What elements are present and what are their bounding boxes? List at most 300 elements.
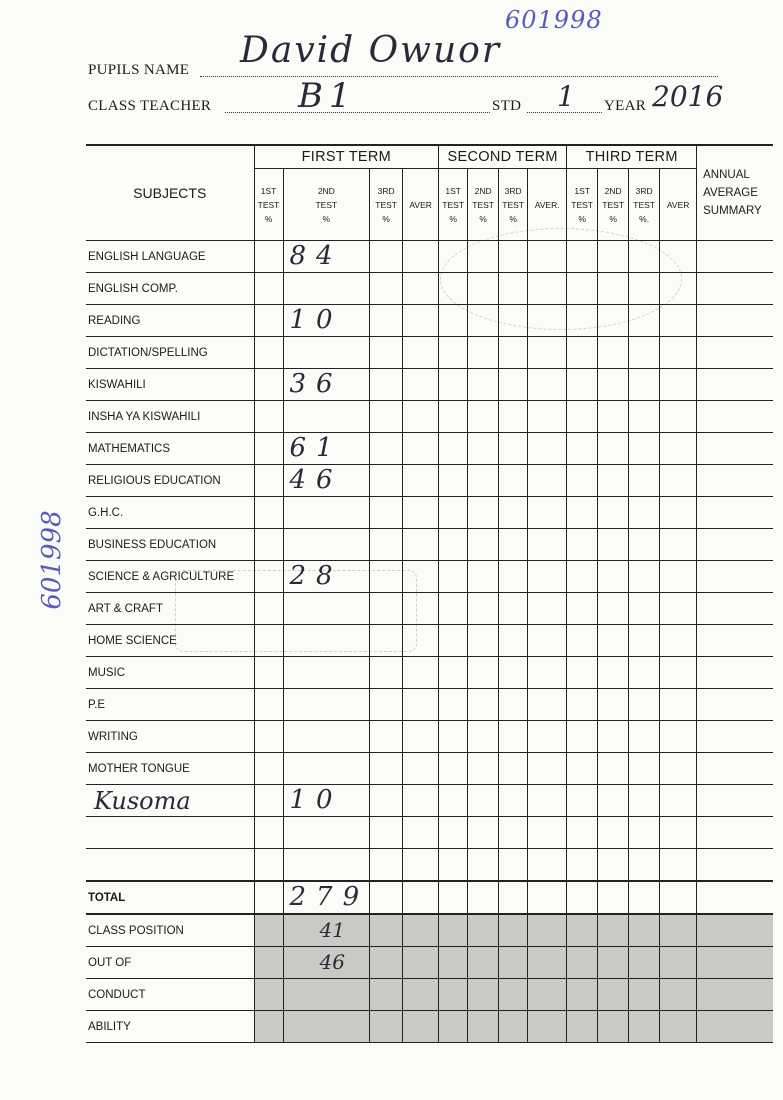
mark-cell (567, 849, 598, 882)
mark-cell (598, 433, 629, 465)
mark-cell (629, 914, 660, 947)
subject-label: ENGLISH LANGUAGE (86, 241, 254, 273)
mark-cell (254, 979, 283, 1011)
mark-cell (439, 721, 468, 753)
mark-cell (403, 369, 439, 401)
mark-cell (403, 753, 439, 785)
first-term-2nd-test-mark: 84 (283, 241, 370, 273)
mark-cell (370, 369, 403, 401)
first-term-2nd-test-mark (283, 753, 370, 785)
mark-cell (660, 689, 697, 721)
mark-cell (254, 273, 283, 305)
subject-row (86, 401, 773, 433)
mark-cell (629, 657, 660, 689)
mark-cell (528, 529, 567, 561)
mark-cell (629, 465, 660, 497)
mark-cell (468, 241, 499, 273)
subject-label: Kusoma (86, 785, 254, 817)
subject-row (86, 657, 773, 689)
mark-cell (403, 979, 439, 1011)
mark-cell (660, 849, 697, 882)
first-term-2nd-test-mark (283, 529, 370, 561)
term-subheader (370, 169, 403, 241)
mark-cell (468, 561, 499, 593)
mark-cell (370, 561, 403, 593)
mark-cell (403, 241, 439, 273)
mark-cell (499, 721, 528, 753)
annual-summary-cell (697, 529, 773, 561)
mark-cell (598, 401, 629, 433)
subject-row (86, 337, 773, 369)
first-term-2nd-test-mark: 36 (283, 369, 370, 401)
subheader-line: 1ST (445, 185, 461, 196)
mark-cell (370, 433, 403, 465)
annual-summary-cell (697, 401, 773, 433)
first-term-2nd-test-mark (283, 657, 370, 689)
subject-label: P.E (86, 689, 254, 721)
mark-cell (370, 625, 403, 657)
mark-cell (567, 947, 598, 979)
mark-cell (370, 241, 403, 273)
mark-cell (254, 433, 283, 465)
annual-summary-cell (697, 241, 773, 273)
mark-cell (660, 401, 697, 433)
mark-cell (468, 625, 499, 657)
subject-row (86, 561, 773, 593)
mark-cell (528, 785, 567, 817)
mark-cell (660, 593, 697, 625)
first-term-2nd-test-mark (283, 273, 370, 305)
mark-cell (629, 947, 660, 979)
mark-cell (629, 753, 660, 785)
mark-cell (370, 785, 403, 817)
mark-cell (403, 881, 439, 914)
term-subheader (567, 169, 598, 241)
subject-row (86, 785, 773, 817)
mark-cell (528, 817, 567, 849)
mark-cell (528, 689, 567, 721)
annual-header-line: SUMMARY (703, 205, 762, 217)
mark-cell (499, 849, 528, 882)
first-term-2nd-test-mark: 279 (283, 881, 370, 914)
mark-cell (660, 753, 697, 785)
mark-cell (567, 273, 598, 305)
mark-cell (439, 753, 468, 785)
mark-cell (254, 657, 283, 689)
mark-cell (499, 305, 528, 337)
subject-row (86, 689, 773, 721)
mark-cell (370, 849, 403, 882)
term-subheader (528, 169, 567, 241)
mark-cell (528, 914, 567, 947)
mark-cell (629, 529, 660, 561)
mark-cell (660, 273, 697, 305)
mark-cell (254, 849, 283, 882)
mark-cell (439, 561, 468, 593)
mark-cell (499, 465, 528, 497)
mark-cell (370, 881, 403, 914)
mark-cell (468, 817, 499, 849)
mark-cell (499, 369, 528, 401)
mark-cell (598, 914, 629, 947)
mark-cell (598, 881, 629, 914)
mark-cell (403, 657, 439, 689)
subheader-line: 1ST (574, 185, 590, 196)
mark-cell (598, 979, 629, 1011)
mark-cell (660, 529, 697, 561)
mark-cell (439, 593, 468, 625)
mark-cell (598, 849, 629, 882)
mark-cell (499, 497, 528, 529)
mark-cell (468, 1011, 499, 1043)
annual-summary-cell (697, 273, 773, 305)
mark-cell (439, 785, 468, 817)
mark-cell (439, 465, 468, 497)
mark-cell (403, 849, 439, 882)
mark-cell (629, 849, 660, 882)
mark-cell (598, 1011, 629, 1043)
mark-cell (598, 593, 629, 625)
subject-label: HOME SCIENCE (86, 625, 254, 657)
mark-cell (439, 401, 468, 433)
first-term-2nd-test-mark (283, 817, 370, 849)
mark-cell (468, 433, 499, 465)
mark-cell (567, 561, 598, 593)
term-subheader (283, 169, 370, 241)
mark-cell (567, 305, 598, 337)
mark-cell (528, 657, 567, 689)
subheader-line: % (264, 213, 273, 224)
subheader-line: AVER. (534, 199, 560, 210)
subheader-line: 2ND (317, 185, 335, 196)
mark-cell (403, 465, 439, 497)
mark-cell (567, 881, 598, 914)
mark-cell (629, 273, 660, 305)
subheader-line: 3RD (377, 185, 395, 196)
mark-cell (629, 817, 660, 849)
mark-cell (403, 1011, 439, 1043)
mark-cell (468, 657, 499, 689)
mark-cell (439, 305, 468, 337)
mark-cell (439, 433, 468, 465)
mark-cell (567, 625, 598, 657)
mark-cell (629, 433, 660, 465)
mark-cell (660, 337, 697, 369)
mark-cell (403, 947, 439, 979)
first-term-2nd-test-mark (283, 979, 370, 1011)
annual-summary-cell (697, 914, 773, 947)
subject-label: ABILITY (86, 1011, 254, 1043)
mark-cell (468, 369, 499, 401)
mark-cell (660, 241, 697, 273)
mark-cell (254, 625, 283, 657)
subject-label: INSHA YA KISWAHILI (86, 401, 254, 433)
mark-cell (629, 305, 660, 337)
annual-summary-cell (697, 979, 773, 1011)
id-number-margin: 601998 (37, 510, 67, 610)
subject-label: WRITING (86, 721, 254, 753)
mark-cell (567, 914, 598, 947)
mark-cell (567, 689, 598, 721)
mark-cell (499, 1011, 528, 1043)
mark-cell (254, 1011, 283, 1043)
annual-summary-cell (697, 785, 773, 817)
mark-cell (567, 433, 598, 465)
mark-cell (528, 593, 567, 625)
class-teacher-line (225, 112, 490, 113)
mark-cell (660, 465, 697, 497)
mark-cell (254, 529, 283, 561)
subheader-line: TEST (571, 199, 593, 210)
mark-cell (403, 305, 439, 337)
mark-cell (598, 817, 629, 849)
subject-label (86, 849, 254, 882)
mark-cell (567, 241, 598, 273)
annual-summary-cell (697, 1011, 773, 1043)
annual-summary-cell (697, 593, 773, 625)
subheader-line: 3RD (504, 185, 522, 196)
mark-cell (254, 561, 283, 593)
mark-cell (528, 401, 567, 433)
mark-cell (660, 369, 697, 401)
mark-cell (629, 337, 660, 369)
mark-cell (254, 817, 283, 849)
mark-cell (370, 753, 403, 785)
mark-cell (403, 401, 439, 433)
summary-row (86, 947, 773, 979)
mark-cell (499, 979, 528, 1011)
subject-row (86, 465, 773, 497)
total-row (86, 881, 773, 914)
mark-cell (528, 305, 567, 337)
mark-cell (528, 881, 567, 914)
mark-cell (370, 401, 403, 433)
subject-row (86, 305, 773, 337)
mark-cell (598, 497, 629, 529)
mark-cell (660, 785, 697, 817)
mark-cell (598, 657, 629, 689)
mark-cell (254, 785, 283, 817)
mark-cell (254, 914, 283, 947)
mark-cell (499, 529, 528, 561)
annual-summary-cell (697, 689, 773, 721)
mark-cell (499, 593, 528, 625)
mark-cell (254, 947, 283, 979)
annual-summary-cell (697, 881, 773, 914)
mark-cell (567, 721, 598, 753)
term-subheader (403, 169, 439, 241)
subject-label: CONDUCT (86, 979, 254, 1011)
subject-label: KISWAHILI (86, 369, 254, 401)
mark-cell (629, 497, 660, 529)
summary-row (86, 1011, 773, 1043)
mark-cell (370, 273, 403, 305)
annual-summary-cell (697, 497, 773, 529)
mark-cell (439, 979, 468, 1011)
class-teacher-label: CLASS TEACHER (88, 98, 212, 114)
mark-cell (528, 979, 567, 1011)
mark-cell (528, 497, 567, 529)
mark-cell (629, 881, 660, 914)
term-subheader (598, 169, 629, 241)
mark-cell (370, 497, 403, 529)
mark-cell (468, 849, 499, 882)
mark-cell (528, 625, 567, 657)
pupils-name-value: David Owuor (240, 30, 502, 71)
mark-cell (499, 433, 528, 465)
mark-cell (499, 817, 528, 849)
subheader-line: % (479, 213, 487, 224)
annual-summary-cell (697, 625, 773, 657)
mark-cell (254, 305, 283, 337)
term-subheader (629, 169, 660, 241)
subject-label (86, 817, 254, 849)
mark-cell (439, 369, 468, 401)
subject-row (86, 753, 773, 785)
subject-row (86, 241, 773, 273)
mark-cell (629, 625, 660, 657)
mark-cell (660, 721, 697, 753)
mark-cell (254, 401, 283, 433)
mark-cell (403, 914, 439, 947)
mark-cell (598, 241, 629, 273)
mark-cell (660, 947, 697, 979)
subheader-line: % (449, 213, 457, 224)
subject-label: SCIENCE & AGRICULTURE (86, 561, 254, 593)
mark-cell (567, 1011, 598, 1043)
subject-label: TOTAL (86, 881, 254, 914)
first-term-2nd-test-mark (283, 1011, 370, 1043)
mark-cell (629, 1011, 660, 1043)
mark-cell (403, 817, 439, 849)
mark-cell (468, 305, 499, 337)
mark-cell (468, 401, 499, 433)
subject-label: READING (86, 305, 254, 337)
mark-cell (370, 721, 403, 753)
annual-summary-cell (697, 947, 773, 979)
subject-row (86, 625, 773, 657)
mark-cell (254, 241, 283, 273)
mark-cell (567, 465, 598, 497)
mark-cell (403, 561, 439, 593)
mark-cell (254, 369, 283, 401)
mark-cell (499, 561, 528, 593)
mark-cell (468, 785, 499, 817)
term-subheader (468, 169, 499, 241)
mark-cell (660, 657, 697, 689)
mark-cell (660, 433, 697, 465)
mark-cell (370, 337, 403, 369)
mark-cell (403, 785, 439, 817)
mark-cell (370, 689, 403, 721)
mark-cell (598, 305, 629, 337)
subject-label: ART & CRAFT (86, 593, 254, 625)
mark-cell (660, 914, 697, 947)
mark-cell (567, 979, 598, 1011)
annual-summary-cell (697, 753, 773, 785)
mark-cell (439, 817, 468, 849)
mark-cell (370, 529, 403, 561)
mark-cell (528, 753, 567, 785)
id-number-top: 601998 (505, 6, 603, 34)
mark-cell (439, 241, 468, 273)
mark-cell (660, 979, 697, 1011)
mark-cell (660, 305, 697, 337)
subject-label: ENGLISH COMP. (86, 273, 254, 305)
first-term-2nd-test-mark (283, 497, 370, 529)
pupils-name-label: PUPILS NAME (88, 62, 190, 78)
mark-cell (468, 689, 499, 721)
subheader-line: % (509, 213, 517, 224)
mark-cell (567, 753, 598, 785)
mark-cell (528, 1011, 567, 1043)
summary-row (86, 914, 773, 947)
mark-cell (499, 881, 528, 914)
subject-label: OUT OF (86, 947, 254, 979)
marks-table (86, 144, 773, 1043)
mark-cell (598, 465, 629, 497)
mark-cell (468, 465, 499, 497)
mark-cell (567, 657, 598, 689)
term-subheader (439, 169, 468, 241)
mark-cell (598, 785, 629, 817)
mark-cell (439, 914, 468, 947)
mark-cell (499, 947, 528, 979)
mark-cell (567, 529, 598, 561)
mark-cell (499, 625, 528, 657)
subheader-line: %. (639, 213, 650, 224)
subheader-line: TEST (375, 199, 397, 210)
mark-cell (439, 625, 468, 657)
first-term-2nd-test-mark: 10 (283, 305, 370, 337)
mark-cell (499, 785, 528, 817)
mark-cell (629, 401, 660, 433)
mark-cell (439, 947, 468, 979)
mark-cell (468, 721, 499, 753)
annual-summary-cell (697, 465, 773, 497)
mark-cell (567, 497, 598, 529)
mark-cell (629, 979, 660, 1011)
mark-cell (499, 273, 528, 305)
annual-summary-cell (697, 305, 773, 337)
year-label: YEAR (604, 98, 647, 114)
mark-cell (528, 465, 567, 497)
mark-cell (370, 305, 403, 337)
std-value: 1 (557, 80, 575, 113)
mark-cell (468, 337, 499, 369)
first-term-2nd-test-mark (283, 593, 370, 625)
mark-cell (598, 273, 629, 305)
subheader-line: % (609, 213, 617, 224)
mark-cell (598, 753, 629, 785)
mark-cell (403, 529, 439, 561)
mark-cell (567, 337, 598, 369)
annual-summary-cell (697, 721, 773, 753)
mark-cell (629, 369, 660, 401)
mark-cell (254, 465, 283, 497)
mark-cell (439, 497, 468, 529)
mark-cell (439, 529, 468, 561)
mark-cell (499, 914, 528, 947)
first-term-2nd-test-mark: 41 (283, 914, 370, 947)
first-term-2nd-test-mark (283, 625, 370, 657)
annual-summary-cell (697, 433, 773, 465)
second-term-header: SECOND TERM (439, 145, 567, 169)
mark-cell (468, 914, 499, 947)
mark-cell (403, 625, 439, 657)
first-term-2nd-test-mark: 28 (283, 561, 370, 593)
mark-cell (403, 689, 439, 721)
